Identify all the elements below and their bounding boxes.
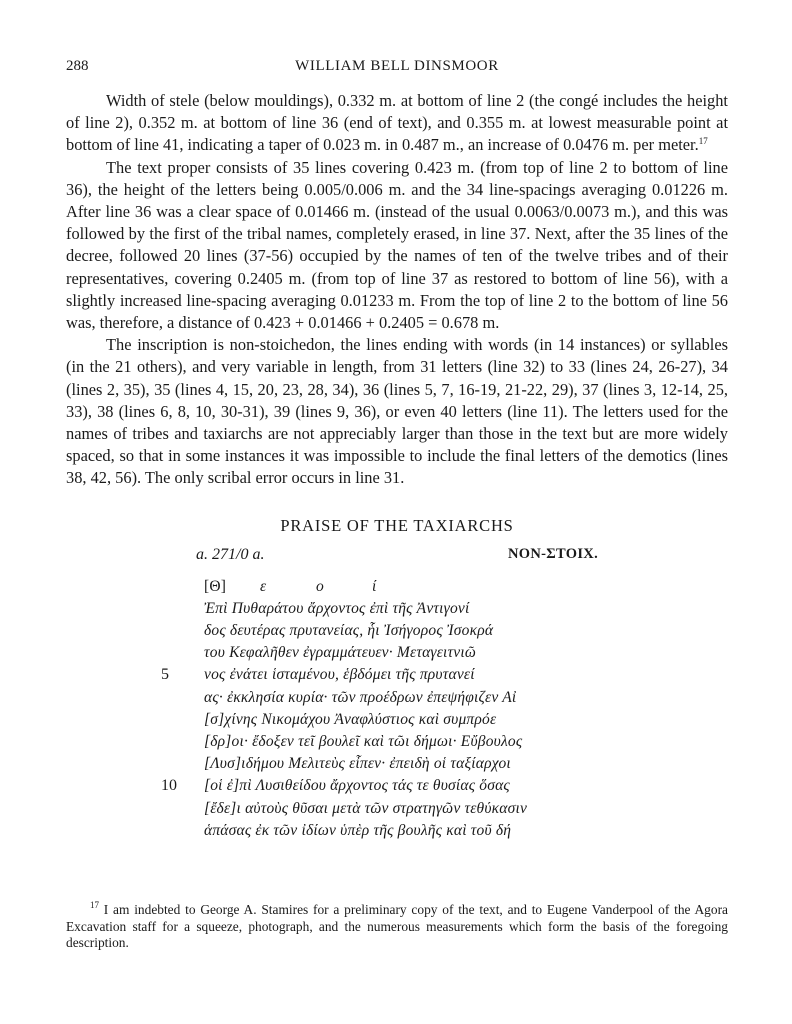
inscription-text: Ἐπὶ Πυθαράτου ἄρχοντος ἐπὶ τῆς Ἀντιγονί <box>204 599 470 617</box>
inscription-text: νος ἐνάτει ἱσταμένου, ἑβδόμει τῆς πρυτανεί <box>204 666 475 684</box>
inscription-text: [σ]χίνης Νικομάχου Ἀναφλύστιος καὶ συμπρόε <box>204 710 497 728</box>
inscription-line <box>66 775 728 797</box>
inscription-text: ἁπάσας ἐκ τῶν ἰδίων ὑπὲρ τῆς βουλῆς καὶ τοῦ δή <box>204 821 512 839</box>
inscription-line <box>66 709 728 731</box>
inscription-text: ας· ἐκκλησία κυρία· τῶν προέδρων ἐπεψήφιζεν Αἰ <box>204 688 517 706</box>
page-number: 288 <box>66 58 89 74</box>
theoi-letter: ο <box>316 577 324 595</box>
stoich-label: NON-ΣΤΟΙΧ. <box>508 545 598 562</box>
inscription-line <box>66 620 728 642</box>
footnote <box>66 902 728 952</box>
footnote-marker: 17 <box>90 900 99 910</box>
section-title: PRAISE OF THE TAXIARCHS <box>280 515 514 535</box>
inscription-text: του Κεφαλῆθεν ἐγραμμάτευεν· Μεταγειτνιῶ <box>204 644 477 662</box>
inscription-line <box>66 731 728 753</box>
inscription-text: δος δευτέρας πρυτανείας, ἧι Ἰσήγορος Ἰσοκρά <box>204 622 494 640</box>
inscription-line <box>66 798 728 820</box>
paragraph-2: The text proper consists of 35 lines covering 0.423 m. (from top of line 2 to bottom of line 36), the height of the letters being 0.005/0.006 m. and the 34 line-spacings averaging 0.01226 m. After line 36 was a clear space of 0.01466 m. (instead of the usual 0.0063/0.0073 m.), and this was followed by the first of the tribal names, completely erased, in line 37. Next, after the 35 lines of the decree, followed 20 lines (37-56) occupied by the names of ten of the twelve tribes and of their representatives, covering 0.2405 m. (from top of line 37 as restored to bottom of line 56), with a slightly increased line-spacing averaging 0.01233 m. From the top of line 2 to the bottom of line 56 was, therefore, a distance of 0.423 + 0.01466 + 0.2405 = 0.678 m. <box>66 157 728 333</box>
theoi-letter: ί <box>372 577 377 595</box>
page-header <box>66 56 728 78</box>
line-number: 10 <box>161 777 177 795</box>
running-head: WILLIAM BELL DINSMOOR <box>295 58 499 74</box>
inscription-line <box>66 753 728 775</box>
page <box>66 56 728 842</box>
theoi-letter: [Θ] <box>204 577 227 595</box>
paragraph-1: Width of stele (below mouldings), 0.332 m. at bottom of line 2 (the congé includes the height of line 2), 0.352 m. at bottom of line 36 (end of text), and 0.355 m. at lowest measurable point at bottom of line 41, indicating a taper of 0.023 m. in 0.487 m., an increase of 0.0476 m. per meter.$^{17}$ <box>66 91 728 155</box>
inscription-line <box>66 664 728 686</box>
inscription-text: [οἱ ἐ]πὶ Λυσιθείδου ἄρχοντος τάς τε θυσίας ὅσας <box>204 777 510 795</box>
inscription-line <box>66 820 728 842</box>
paragraph-3: The inscription is non-stoichedon, the lines ending with words (in 14 instances) or syllables (in the 21 others), and very variable in length, from 31 letters (line 32) to 33 (lines 24, 26-27), 34 (lines 2, 35), 35 (lines 4, 15, 20, 23, 28, 34), 36 (lines 5, 7, 16-19, 21-22, 29), 37 (lines 3, 12-14, 25, 33), 38 (lines 6, 8, 10, 30-31), 39 (lines 9, 36), or even 40 letters (line 11). The letters used for the names of tribes and taxiarchs are not appreciably larger than those in the text but are more widely spaced, so that in some instances it was impossible to include the final letters of the demotics (lines 38, 42, 56). The only scribal error occurs in line 31. <box>66 335 728 488</box>
body-text <box>66 90 728 490</box>
inscription-text: [ἔδε]ι αὐτοὺς θῦσαι μετὰ τῶν στρατηγῶν τεθύκασιν <box>204 799 528 817</box>
inscription <box>66 576 728 842</box>
inscription-meta <box>66 546 728 570</box>
inscription-line <box>66 687 728 709</box>
inscription-heading-line <box>66 576 728 598</box>
footnote-text: I am indebted to George A. Stamires for a preliminary copy of the text, and to Eugene Vanderpool of the Agora Excavation staff for a squeeze, photograph, and the numerous measurements which form the basis of the foregoing description. <box>66 902 728 951</box>
inscription-line <box>66 642 728 664</box>
line-number: 5 <box>161 666 169 684</box>
inscription-text: [Λυσ]ιδήμου Μελιτεὺς εἶπεν· ἐπειδὴ οἱ ταξίαρχοι <box>204 755 511 773</box>
theoi-letter: ε <box>260 577 267 595</box>
inscription-date: a. 271/0 a. <box>196 545 265 563</box>
inscription-line <box>66 598 728 620</box>
footnote-ref[interactable]: 17 <box>698 136 708 147</box>
inscription-text: [δρ]οι· ἔδοξεν τεῖ βουλεῖ καὶ τῶι δήμωι· Εὔβουλος <box>204 732 523 750</box>
